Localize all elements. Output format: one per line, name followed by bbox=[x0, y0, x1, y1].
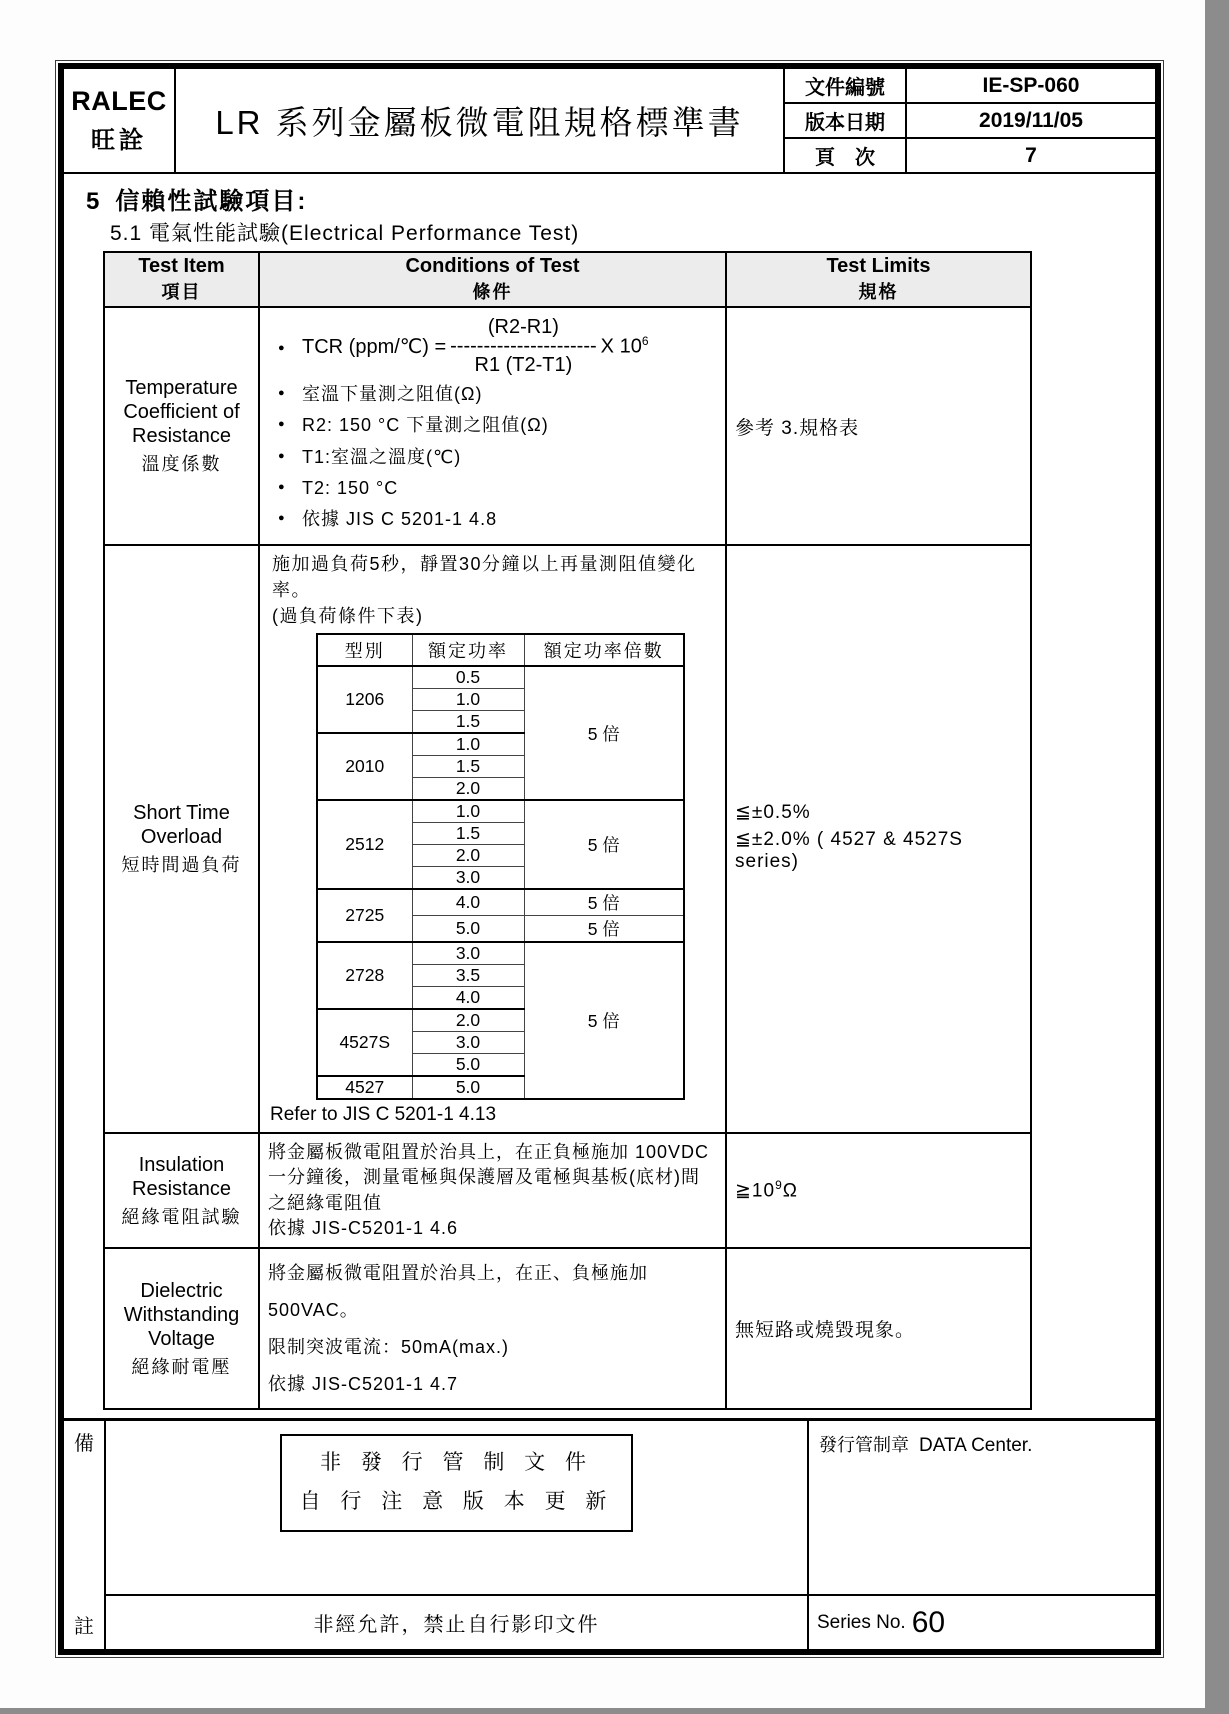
document-title: LR 系列金屬板微電阻規格標準書 bbox=[215, 104, 744, 141]
row-insulation bbox=[104, 1133, 1031, 1248]
bullet-icon: ● bbox=[278, 342, 285, 354]
dielectric-item-en: Dielectric Withstanding Voltage bbox=[123, 1279, 240, 1350]
overload-item-en: Short Time Overload bbox=[133, 802, 230, 849]
overload-limit-2: ≦±2.0% ( 4527 & 4527S series) bbox=[735, 829, 963, 873]
column-header-test-item bbox=[104, 252, 259, 307]
inner-row bbox=[317, 889, 684, 916]
test-item-cell bbox=[104, 545, 259, 1133]
doc-info-row bbox=[785, 69, 1155, 104]
section-heading-text: 信賴性試驗項目: bbox=[115, 188, 308, 215]
inner-row bbox=[317, 800, 684, 823]
doc-page-label: 頁 次 bbox=[785, 139, 907, 172]
logo-text-en: RALEC bbox=[71, 86, 167, 116]
inner-header-model: 型別 bbox=[317, 634, 412, 666]
condition-line bbox=[278, 382, 717, 406]
tcr-bullet-2: R2: 150 °C 下量測之阻值(Ω) bbox=[302, 415, 549, 436]
conditions-cell bbox=[259, 1133, 726, 1248]
test-table bbox=[103, 251, 1032, 1410]
row-dielectric bbox=[104, 1248, 1031, 1410]
limits-cell bbox=[726, 1133, 1031, 1248]
power-cell: 5.0 bbox=[412, 1076, 524, 1099]
tcr-item-en: Temperature Coefficient of Resistance bbox=[123, 377, 240, 448]
insulation-item-zh: 絕緣電阻試驗 bbox=[121, 1206, 242, 1227]
footer-label-bottom: 註 bbox=[74, 1616, 94, 1638]
tcr-bullet-3: T1:室溫之溫度(℃) bbox=[302, 446, 462, 467]
row-overload bbox=[104, 545, 1031, 1133]
conditions-cell bbox=[259, 545, 726, 1133]
power-cell: 5.0 bbox=[412, 916, 524, 943]
dielectric-desc-2: 限制突波電流：50mA(max.) bbox=[268, 1336, 510, 1357]
doc-info-row bbox=[785, 139, 1155, 172]
bullet-icon: ● bbox=[278, 480, 286, 493]
header-test-item-zh: 項目 bbox=[161, 282, 202, 302]
tcr-item-zh: 溫度係數 bbox=[141, 454, 222, 475]
inner-header-power: 額定功率 bbox=[412, 634, 524, 666]
footer-stamp-area bbox=[809, 1421, 1155, 1594]
section-number: 5 bbox=[86, 188, 102, 215]
footer-main bbox=[106, 1421, 1155, 1649]
power-cell: 3.0 bbox=[412, 1032, 524, 1054]
dielectric-item-zh: 絕緣耐電壓 bbox=[131, 1356, 232, 1377]
multiplier-cell: 5 倍 bbox=[524, 800, 684, 889]
viewer-strip-bottom bbox=[0, 1708, 1229, 1714]
test-item-cell bbox=[104, 1133, 259, 1248]
tcr-bullet-5: 依據 JIS C 5201-1 4.8 bbox=[302, 509, 498, 530]
overload-desc-1: 施加過負荷5秒，靜置30分鐘以上再量測阻值變化率。 bbox=[272, 554, 697, 601]
conditions-cell bbox=[259, 1248, 726, 1410]
page-footer bbox=[64, 1418, 1155, 1649]
series-label: Series No. bbox=[817, 1611, 906, 1633]
tcr-formula-numerator: (R2-R1) bbox=[487, 316, 559, 338]
power-cell: 2.0 bbox=[412, 845, 524, 867]
power-cell: 1.0 bbox=[412, 689, 524, 711]
bullet-icon: ● bbox=[278, 449, 286, 462]
copy-restriction-note: 非經允許，禁止自行影印文件 bbox=[106, 1596, 809, 1649]
dielectric-desc-3: 依據 JIS-C5201-1 4.7 bbox=[268, 1373, 459, 1394]
power-cell: 2.0 bbox=[412, 778, 524, 801]
power-cell: 4.0 bbox=[412, 889, 524, 916]
multiplier-cell: 5 倍 bbox=[524, 916, 684, 943]
header-conditions-en: Conditions of Test bbox=[405, 255, 580, 277]
column-header-limits bbox=[726, 252, 1031, 307]
model-cell: 4527S bbox=[317, 1009, 412, 1076]
doc-number-label: 文件編號 bbox=[785, 69, 907, 102]
refer-note: Refer to JIS C 5201-1 4.13 bbox=[270, 1104, 497, 1126]
insulation-desc-1: 將金屬板微電阻置於治具上，在正負極施加 100VDC 一分鐘後，測量電極與保護層及電極與基板(底材)間之絕緣電阻值 bbox=[268, 1142, 710, 1213]
company-logo bbox=[64, 69, 176, 172]
multiplier-cell: 5 倍 bbox=[524, 942, 684, 1099]
notice-line-2: 自 行 注 意 版 本 更 新 bbox=[299, 1489, 614, 1513]
test-table-header-row bbox=[104, 252, 1031, 307]
limits-cell: 無短路或燒毀現象。 bbox=[726, 1248, 1031, 1410]
power-cell: 5.0 bbox=[412, 1054, 524, 1077]
tcr-formula-suffix bbox=[601, 334, 649, 359]
doc-number-value: IE-SP-060 bbox=[982, 73, 1080, 97]
viewer-strip-right bbox=[1205, 0, 1229, 1714]
tcr-formula-denominator: R1 (T2-T1) bbox=[474, 354, 573, 376]
model-cell: 2725 bbox=[317, 889, 412, 942]
power-cell: 3.0 bbox=[412, 867, 524, 890]
condition-line bbox=[278, 476, 717, 500]
bullet-icon: ● bbox=[278, 387, 286, 399]
insulation-limit-unit: Ω bbox=[782, 1180, 798, 1202]
footer-notice-area bbox=[106, 1421, 809, 1594]
header-limits-zh: 規格 bbox=[858, 282, 899, 302]
power-cell: 4.0 bbox=[412, 987, 524, 1010]
tcr-formula-fraction bbox=[450, 316, 597, 376]
power-cell: 1.5 bbox=[412, 823, 524, 845]
overload-desc-2: (過負荷條件下表) bbox=[272, 605, 424, 626]
series-value: 60 bbox=[911, 1605, 946, 1639]
footer-series-area bbox=[809, 1596, 1155, 1649]
footer-label-top: 備 bbox=[74, 1433, 94, 1455]
tcr-formula-bar: ---------------------- bbox=[450, 335, 597, 357]
overload-limit-1: ≦±0.5% bbox=[735, 802, 811, 824]
stamp-value: DATA Center. bbox=[919, 1435, 1033, 1456]
page-header bbox=[64, 69, 1155, 174]
limits-cell bbox=[726, 545, 1031, 1133]
tcr-formula-prefix: TCR (ppm/℃) = bbox=[302, 335, 447, 358]
notice-line-1: 非 發 行 管 制 文 件 bbox=[319, 1451, 593, 1474]
tcr-formula-exponent: 6 bbox=[641, 333, 649, 348]
insulation-item-en: Insulation Resistance bbox=[132, 1153, 231, 1200]
header-test-item-en: Test Item bbox=[138, 255, 225, 277]
doc-date-label: 版本日期 bbox=[785, 104, 907, 137]
power-cell: 1.0 bbox=[412, 800, 524, 823]
power-cell: 3.5 bbox=[412, 965, 524, 987]
multiplier-cell: 5 倍 bbox=[524, 666, 684, 800]
overload-inner-table bbox=[316, 633, 685, 1100]
column-header-conditions bbox=[259, 252, 726, 307]
footer-top-row bbox=[106, 1421, 1155, 1594]
multiplier-cell: 5 倍 bbox=[524, 889, 684, 916]
inner-row bbox=[317, 942, 684, 965]
test-item-cell bbox=[104, 307, 259, 545]
section-heading bbox=[86, 181, 307, 216]
tcr-formula bbox=[278, 316, 717, 376]
condition-line bbox=[278, 413, 717, 437]
overload-item-zh: 短時間過負荷 bbox=[121, 855, 242, 876]
power-cell: 1.5 bbox=[412, 756, 524, 778]
insulation-limit-exponent: 9 bbox=[775, 1178, 783, 1193]
document-page bbox=[58, 63, 1161, 1655]
section-subheading: 5.1 電氣性能試驗(Electrical Performance Test) bbox=[110, 222, 580, 245]
power-cell: 3.0 bbox=[412, 942, 524, 965]
power-cell: 1.0 bbox=[412, 733, 524, 756]
footer-bottom-row bbox=[106, 1594, 1155, 1649]
model-cell: 4527 bbox=[317, 1076, 412, 1099]
condition-line bbox=[278, 445, 717, 469]
tcr-bullet-1: 室溫下量測之阻值(Ω) bbox=[302, 384, 483, 404]
doc-date-value: 2019/11/05 bbox=[979, 108, 1083, 132]
logo-text-zh: 旺詮 bbox=[91, 127, 147, 154]
condition-line bbox=[278, 507, 717, 531]
model-cell: 2728 bbox=[317, 942, 412, 1009]
power-cell: 1.5 bbox=[412, 711, 524, 734]
doc-info-row bbox=[785, 104, 1155, 139]
limits-cell: 參考 3.規格表 bbox=[726, 307, 1031, 545]
power-cell: 0.5 bbox=[412, 666, 524, 689]
row-tcr bbox=[104, 307, 1031, 545]
bullet-icon: ● bbox=[278, 512, 286, 525]
model-cell: 2010 bbox=[317, 733, 412, 800]
inner-header-multiplier: 額定功率倍數 bbox=[524, 634, 684, 666]
test-item-cell bbox=[104, 1248, 259, 1410]
notice-box bbox=[280, 1434, 634, 1532]
doc-info-table bbox=[783, 69, 1155, 172]
inner-table-header-row bbox=[317, 634, 684, 666]
header-limits-en: Test Limits bbox=[826, 255, 931, 277]
power-cell: 2.0 bbox=[412, 1009, 524, 1032]
stamp-label: 發行管制章 bbox=[819, 1435, 909, 1455]
insulation-limit-base: ≧10 bbox=[735, 1180, 776, 1202]
footer-remarks-column bbox=[64, 1421, 106, 1649]
header-conditions-zh: 條件 bbox=[472, 282, 513, 302]
model-cell: 1206 bbox=[317, 666, 412, 733]
test-table-container bbox=[103, 251, 1032, 1410]
bullet-icon: ● bbox=[278, 418, 286, 431]
inner-row bbox=[317, 666, 684, 689]
dielectric-desc-1: 將金屬板微電阻置於治具上，在正、負極施加 500VAC。 bbox=[268, 1262, 648, 1320]
tcr-bullet-4: T2: 150 °C bbox=[302, 477, 399, 498]
tcr-formula-mult: X 10 bbox=[600, 335, 642, 358]
conditions-cell bbox=[259, 307, 726, 545]
model-cell: 2512 bbox=[317, 800, 412, 889]
insulation-desc-2: 依據 JIS-C5201-1 4.6 bbox=[268, 1217, 459, 1238]
doc-page-value: 7 bbox=[1025, 143, 1037, 167]
